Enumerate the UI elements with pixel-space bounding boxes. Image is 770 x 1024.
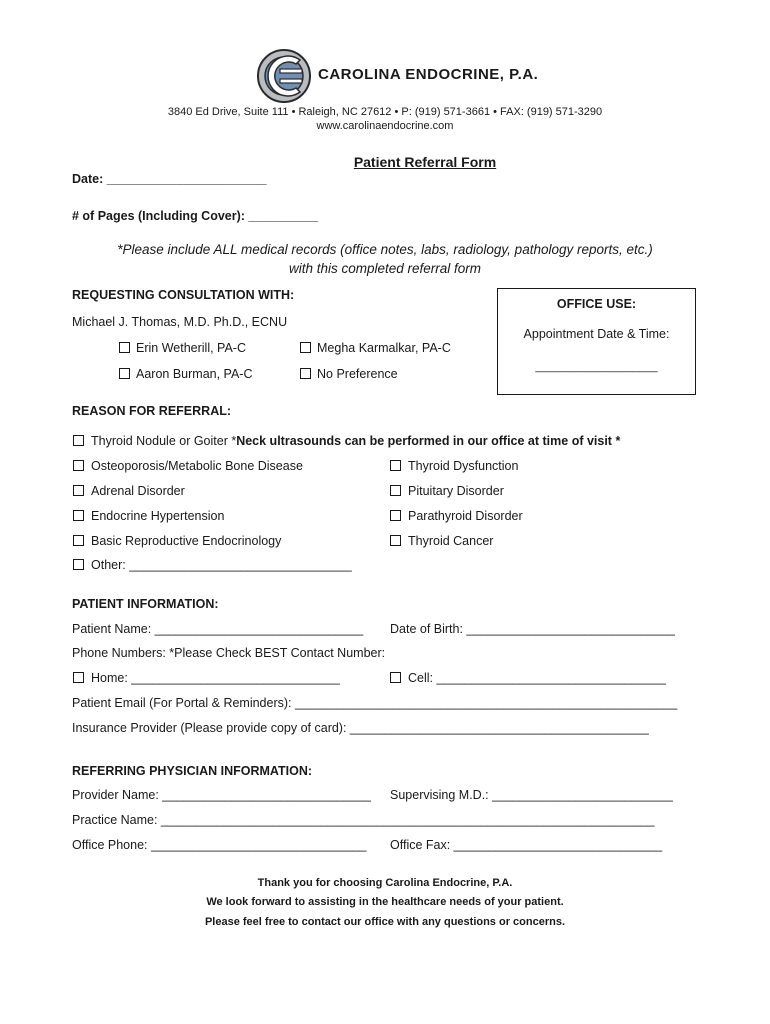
home-phone-field[interactable]: Home: ______________________________ (91, 671, 340, 685)
checkbox-home[interactable] (73, 672, 84, 683)
thyroid-cancer-label: Thyroid Cancer (408, 534, 494, 548)
reproductive-label: Basic Reproductive Endocrinology (91, 534, 282, 548)
adrenal-label: Adrenal Disorder (91, 484, 185, 498)
thyroid-dysfunction-label: Thyroid Dysfunction (408, 459, 519, 473)
checkbox-megha[interactable] (300, 342, 311, 353)
other-field[interactable]: Other: ________________________________ (91, 558, 352, 572)
dob-field[interactable]: Date of Birth: ______________________________ (390, 622, 675, 636)
date-field[interactable]: Date: _______________________ (72, 172, 267, 186)
records-notice-2: with this completed referral form (288, 261, 482, 276)
cell-phone-field[interactable]: Cell: _________________________________ (408, 671, 666, 685)
insurance-field[interactable]: Insurance Provider (Please provide copy of card): ___________________________________________ (72, 721, 649, 735)
office-use-heading: OFFICE USE: (556, 297, 637, 311)
reason-heading: REASON FOR REFERRAL: (72, 404, 232, 418)
checkbox-thyroid-cancer[interactable] (390, 535, 401, 546)
consultation-physician: Michael J. Thomas, M.D. Ph.D., ECNU (72, 315, 288, 329)
appointment-label: Appointment Date & Time: (523, 327, 670, 341)
checkbox-osteoporosis[interactable] (73, 460, 84, 471)
website-link[interactable]: www.carolinaendocrine.com (316, 120, 454, 132)
checkbox-other[interactable] (73, 559, 84, 570)
form-title: Patient Referral Form (353, 154, 497, 170)
consultation-heading: REQUESTING CONSULTATION WITH: (72, 288, 295, 302)
office-fax-field[interactable]: Office Fax: ______________________________ (390, 838, 663, 852)
checkbox-pituitary[interactable] (390, 485, 401, 496)
parathyroid-label: Parathyroid Disorder (408, 509, 523, 523)
checkbox-adrenal[interactable] (73, 485, 84, 496)
office-phone-field[interactable]: Office Phone: _______________________________ (72, 838, 367, 852)
appointment-line[interactable]: ____________________ (535, 361, 658, 373)
pages-field[interactable]: # of Pages (Including Cover): __________ (72, 209, 318, 223)
checkbox-thyroid-dysfunction[interactable] (390, 460, 401, 471)
checkbox-reproductive[interactable] (73, 535, 84, 546)
records-notice: *Please include ALL medical records (office notes, labs, radiology, pathology reports, etc.) (117, 242, 653, 257)
checkbox-endocrine-hypertension[interactable] (73, 510, 84, 521)
referring-heading: REFERRING PHYSICIAN INFORMATION: (72, 764, 313, 778)
practice-name-field[interactable]: Practice Name: _______________________________________________________________________ (72, 813, 655, 827)
company-logo (256, 48, 316, 104)
patient-name-field[interactable]: Patient Name: ______________________________ (72, 622, 364, 636)
supervising-md-field[interactable]: Supervising M.D.: __________________________ (390, 788, 673, 802)
patient-heading: PATIENT INFORMATION: (72, 597, 219, 611)
thyroid-nodule-row (91, 434, 620, 448)
pituitary-label: Pituitary Disorder (408, 484, 504, 498)
office-use-box (497, 288, 696, 395)
footer-contact: Please feel free to contact our office with any questions or concerns. (204, 916, 566, 928)
provider-name-field[interactable]: Provider Name: ______________________________ (72, 788, 371, 802)
option-no-preference-label: No Preference (317, 367, 398, 381)
checkbox-parathyroid[interactable] (390, 510, 401, 521)
endocrine-hypertension-label: Endocrine Hypertension (91, 509, 225, 523)
logo-mark-icon (256, 48, 316, 104)
checkbox-aaron[interactable] (119, 368, 130, 379)
checkbox-thyroid-nodule[interactable] (73, 435, 84, 446)
option-aaron-label: Aaron Burman, PA-C (136, 367, 253, 381)
footer-thanks: Thank you for choosing Carolina Endocrine, P.A. (257, 877, 513, 889)
option-megha-label: Megha Karmalkar, PA-C (317, 341, 451, 355)
thyroid-nodule-label: Thyroid Nodule or Goiter * (91, 434, 237, 448)
address-line: 3840 Ed Drive, Suite 111 • Raleigh, NC 27612 • P: (919) 571-3661 • FAX: (919) 571-3290 (167, 106, 603, 118)
ultrasound-note: Neck ultrasounds can be performed in our office at time of visit * (236, 434, 621, 448)
company-name: CAROLINA ENDOCRINE, P.A. (318, 66, 539, 83)
patient-email-field[interactable]: Patient Email (For Portal & Reminders): _______________________________________________________ (72, 696, 678, 710)
checkbox-no-preference[interactable] (300, 368, 311, 379)
footer-assist: We look forward to assisting in the healthcare needs of your patient. (206, 896, 564, 908)
osteoporosis-label: Osteoporosis/Metabolic Bone Disease (91, 459, 303, 473)
checkbox-cell[interactable] (390, 672, 401, 683)
phone-numbers-label: Phone Numbers: *Please Check BEST Contact Number: (72, 646, 386, 660)
checkbox-erin[interactable] (119, 342, 130, 353)
option-erin-label: Erin Wetherill, PA-C (136, 341, 246, 355)
